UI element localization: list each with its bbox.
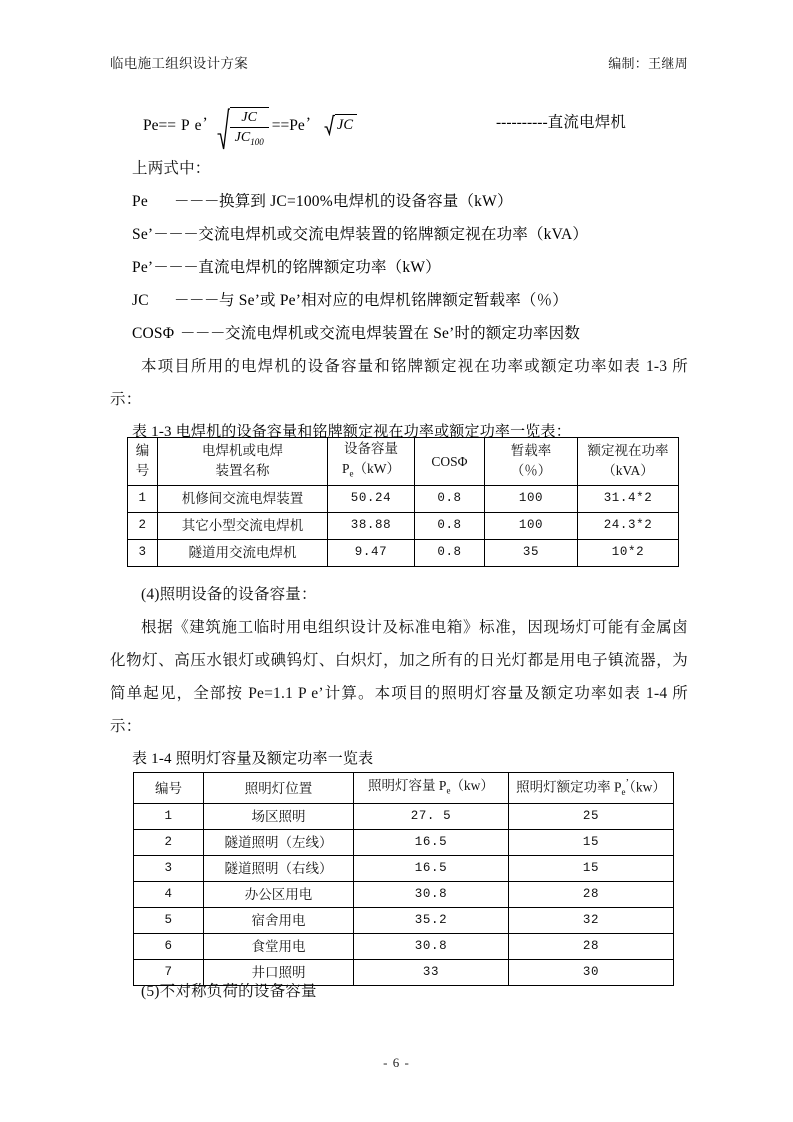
cell-location: 场区照明 — [204, 804, 354, 830]
cell-capacity: 16.5 — [354, 856, 509, 882]
cell-no: 1 — [134, 804, 204, 830]
header-cell-no: 编号 — [134, 773, 204, 804]
header-cell-rated-power: 照明灯额定功率 $P_e^’(kw)$ — [509, 773, 674, 804]
document-body — [110, 96, 688, 448]
cell-cos-phi: 0.8 — [415, 512, 485, 539]
section-4 — [110, 578, 688, 775]
definition-dash: －－－ — [174, 292, 220, 309]
fraction-numerator: JC — [230, 109, 269, 128]
cell-no: 2 — [128, 512, 158, 539]
table-row — [134, 908, 674, 934]
formula-e-symbol: e — [194, 117, 202, 135]
header-document-title: 临电施工组织设计方案 — [110, 56, 248, 71]
cell-no: 2 — [134, 830, 204, 856]
definition-text: 换算到 JC=100%电焊机的设备容量（kW） — [219, 193, 513, 210]
table-header-row — [134, 773, 674, 804]
cell-no: 3 — [128, 539, 158, 566]
sqrt-fraction-group — [217, 106, 269, 151]
header-cell-location: 照明灯位置 — [204, 773, 354, 804]
table-row — [128, 512, 679, 539]
cell-location: 食堂用电 — [204, 934, 354, 960]
formula-prime-2: ’ — [305, 115, 311, 133]
table-row — [128, 485, 679, 512]
cell-rated-power: 25 — [509, 804, 674, 830]
cell-apparent-power: 24.3*2 — [578, 512, 679, 539]
definition-symbol: JC — [132, 292, 149, 309]
formula-lhs: Pe== — [143, 117, 176, 135]
page-header — [110, 52, 688, 72]
definition-item-cos-phi — [110, 317, 688, 350]
cell-no: 1 — [128, 485, 158, 512]
cell-rated-power: 15 — [509, 830, 674, 856]
cell-location: 隧道照明（左线） — [204, 830, 354, 856]
header-cell-duty-cycle: 暂载率 （％） — [485, 438, 578, 486]
cell-no: 6 — [134, 934, 204, 960]
header-cell-capacity: 照明灯容量 $P_e(kw)$ — [354, 773, 509, 804]
cell-cos-phi: 0.8 — [415, 539, 485, 566]
definition-dash: －－－ — [174, 193, 220, 210]
cell-no: 5 — [134, 908, 204, 934]
cell-capacity: 50.24 — [328, 485, 415, 512]
table-row — [134, 856, 674, 882]
section-4-paragraph: 根据《建筑施工临时用电组织设计及标准电箱》标准，因现场灯可能有金属卤化物灯、高压水银灯或碘钨灯、白炽灯，加之所有的日光灯都是用电子镇流器，为简单起见，全部按 Pe=1.1 P e’计算。本项目的照明灯容量及额定功率如表 1-4 所示： — [110, 619, 688, 735]
definition-item-se-prime — [110, 218, 688, 251]
cell-capacity: 35.2 — [354, 908, 509, 934]
section-4-heading: (4)照明设备的设备容量： — [141, 586, 317, 603]
fraction-denominator: $JC_{100}$ — [234, 130, 264, 147]
cell-no: 4 — [134, 882, 204, 908]
cell-cos-phi: 0.8 — [415, 485, 485, 512]
cell-location: 宿舍用电 — [204, 908, 354, 934]
definition-item-pe — [110, 185, 688, 218]
formula-leader-dashes: ---------- — [496, 114, 548, 131]
cell-capacity: 30.8 — [354, 934, 509, 960]
page-number: - 6 - — [383, 1055, 410, 1070]
formula-middle: ==Pe — [271, 117, 305, 135]
definition-symbol: Se’ — [132, 226, 154, 243]
definition-item-pe-prime — [110, 251, 688, 284]
cell-apparent-power: 10*2 — [578, 539, 679, 566]
definition-text: 与 Se’或 Pe’相对应的电焊机铭牌额定暂载率（％） — [219, 292, 568, 309]
header-cell-capacity-unit: $P_e(kW)$ — [341, 461, 400, 479]
cell-duty-cycle: 100 — [485, 485, 578, 512]
cell-rated-power: 32 — [509, 908, 674, 934]
formula-tail-label: 直流电焊机 — [547, 114, 627, 131]
formula-prime-1: ’ — [202, 115, 208, 133]
header-cell-name: 电焊机或电焊 装置名称 — [158, 438, 328, 486]
header-cell-cos-phi: COSΦ — [415, 438, 485, 486]
header-cell-no: 编 号 — [128, 438, 158, 486]
table-row — [134, 882, 674, 908]
section-5 — [110, 975, 688, 1008]
cell-name: 其它小型交流电焊机 — [158, 512, 328, 539]
radical-sign-icon — [217, 107, 230, 151]
definition-dash: －－－ — [180, 325, 226, 342]
definition-dash: －－－ — [153, 259, 199, 276]
definition-text: 交流电焊机或交流电焊装置的铭牌额定视在功率（kVA） — [198, 226, 589, 243]
cell-no: 7 — [134, 960, 204, 986]
cell-duty-cycle: 100 — [485, 512, 578, 539]
cell-capacity: 33 — [354, 960, 509, 986]
cell-capacity: 27. 5 — [354, 804, 509, 830]
table-row — [134, 804, 674, 830]
sqrt-radicand: JC — [335, 114, 357, 141]
header-author-label: 编制：王继周 — [608, 56, 688, 71]
formula-annotation — [496, 110, 626, 132]
cell-apparent-power: 31.4*2 — [578, 485, 679, 512]
table-1-3-lead-paragraph: 本项目所用的电焊机的设备容量和铭牌额定视在功率或额定功率如表 1-3 所示： — [110, 358, 688, 408]
definition-dash: －－－ — [153, 226, 199, 243]
table-welding-machine-capacity — [127, 437, 679, 567]
definition-symbol: Pe — [132, 193, 148, 210]
page-footer — [0, 1055, 793, 1071]
definition-symbol: Pe’ — [132, 259, 154, 276]
cell-name: 机修间交流电焊装置 — [158, 485, 328, 512]
sqrt-jc-group — [324, 114, 357, 141]
table-row — [134, 830, 674, 856]
cell-location: 办公区用电 — [204, 882, 354, 908]
cell-rated-power: 30 — [509, 960, 674, 986]
definition-text: 交流电焊机或交流电焊装置在 Se’时的额定功率因数 — [225, 325, 581, 342]
formula-p-symbol: P — [180, 117, 190, 135]
definition-text: 直流电焊机的铭牌额定功率（kW） — [198, 259, 441, 276]
definition-item-jc — [110, 284, 688, 317]
table-lighting-capacity — [133, 772, 674, 986]
header-cell-capacity: 设备容量 $P_e(kW)$ — [328, 438, 415, 486]
cell-no: 3 — [134, 856, 204, 882]
table-1-3-caption: 表 1-3 电焊机的设备容量和铭牌额定视在功率或额定功率一览表： — [132, 424, 571, 440]
cell-rated-power: 15 — [509, 856, 674, 882]
fraction — [230, 107, 269, 151]
cell-location: 隧道照明（右线） — [204, 856, 354, 882]
table-row — [128, 539, 679, 566]
formula-expression — [143, 104, 359, 149]
cell-location: 井口照明 — [204, 960, 354, 986]
header-cell-apparent-power: 额定视在功率 （kVA） — [578, 438, 679, 486]
cell-rated-power: 28 — [509, 934, 674, 960]
cell-capacity: 9.47 — [328, 539, 415, 566]
radical-sign-icon-2 — [324, 114, 335, 141]
definitions-intro: 上两式中： — [132, 160, 211, 177]
cell-capacity: 16.5 — [354, 830, 509, 856]
definition-symbol: COSΦ — [132, 325, 175, 342]
table-header-row — [128, 438, 679, 486]
table-row — [134, 934, 674, 960]
formula-line — [110, 96, 688, 152]
cell-capacity: 30.8 — [354, 882, 509, 908]
table-1-4-caption: 表 1-4 照明灯容量及额定功率一览表 — [132, 751, 374, 767]
cell-capacity: 38.88 — [328, 512, 415, 539]
cell-duty-cycle: 35 — [485, 539, 578, 566]
section-5-heading: (5)不对称负荷的设备容量 — [141, 983, 317, 1000]
cell-rated-power: 28 — [509, 882, 674, 908]
cell-name: 隧道用交流电焊机 — [158, 539, 328, 566]
